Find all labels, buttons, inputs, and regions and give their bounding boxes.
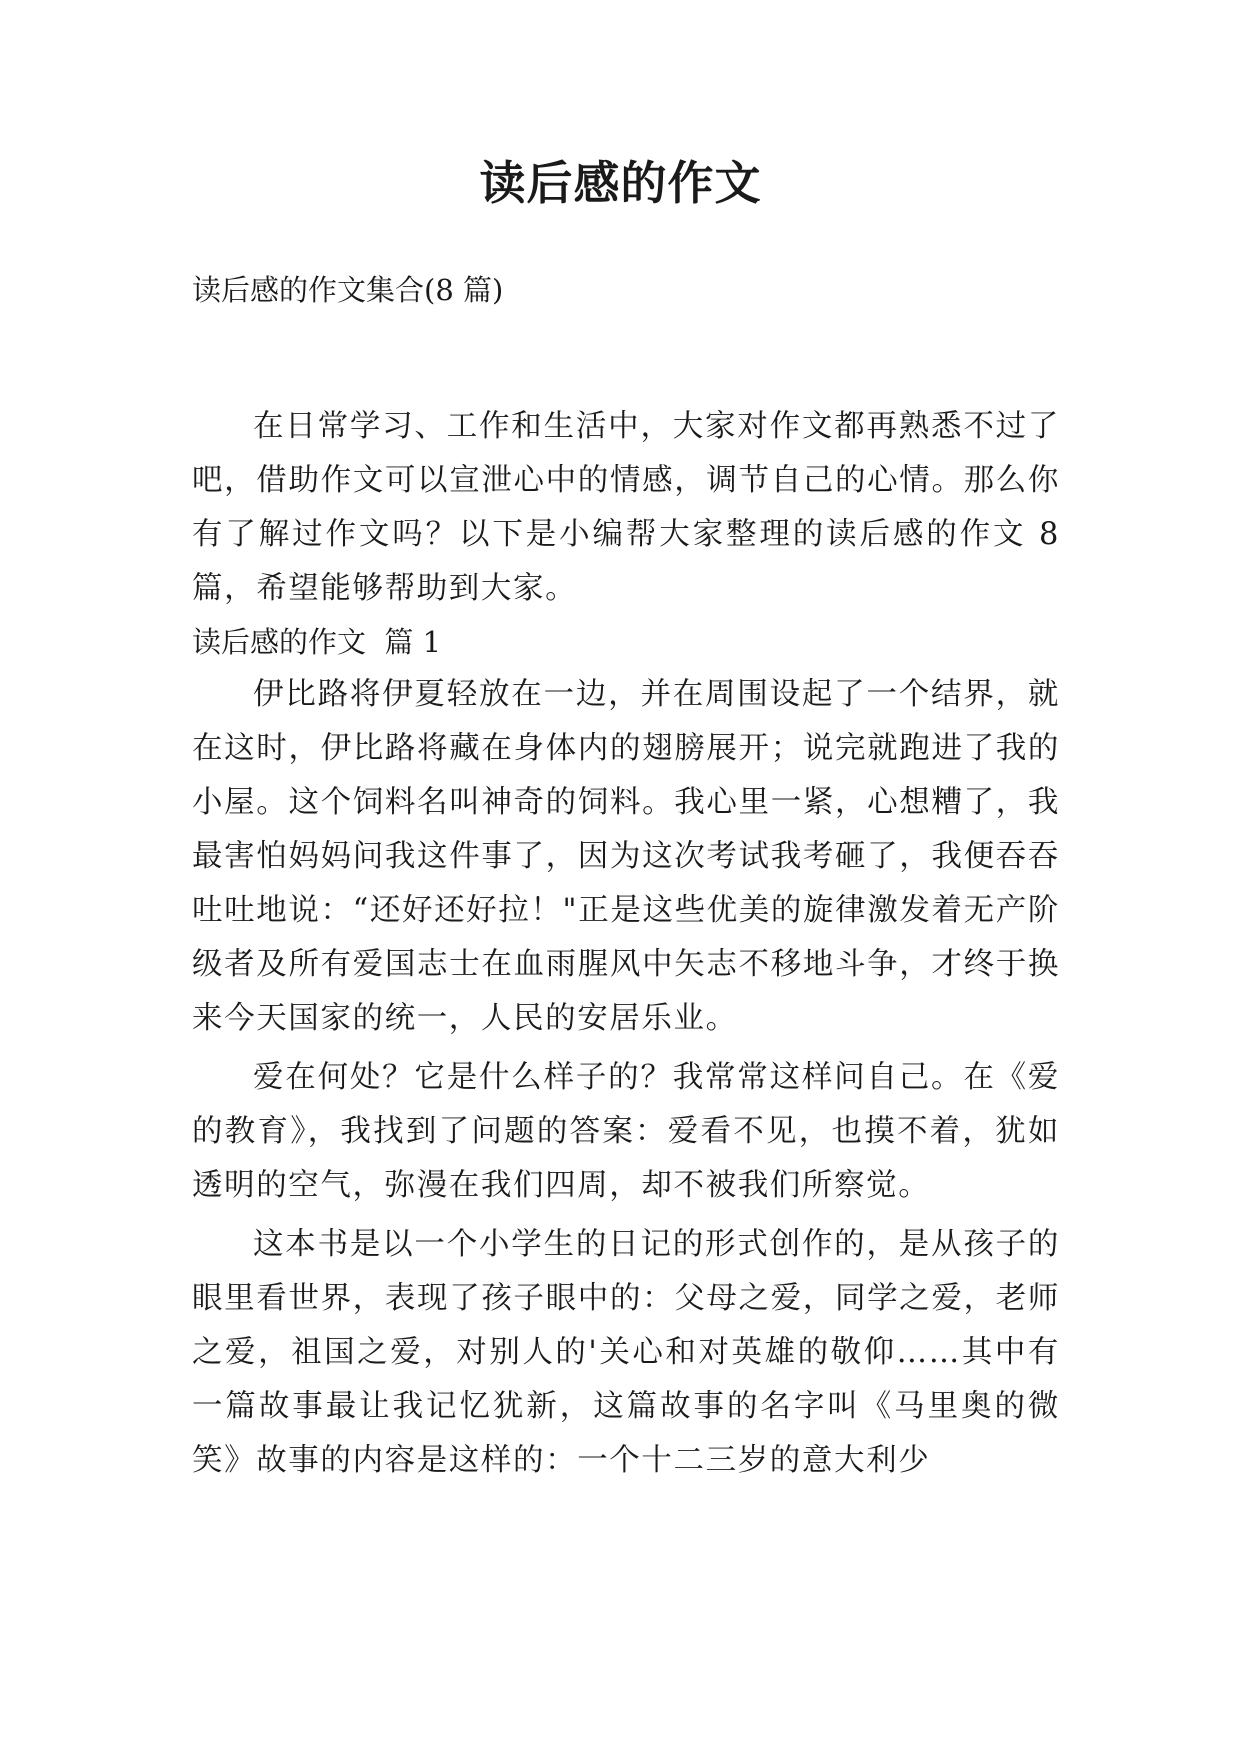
intro-paragraph: 在日常学习、工作和生活中，大家对作文都再熟悉不过了吧，借助作文可以宣泄心中的情感，调节自己的心情。那么你有了解过作文吗？以下是小编帮大家整理的读后感的作文 8 篇，希望能够帮助到大家。: [192, 409, 1060, 606]
body-paragraph-2: 爱在何处？它是什么样子的？我常常这样问自己。在《爱的教育》，我找到了问题的答案：爱看不见，也摸不着，犹如透明的空气，弥漫在我们四周，却不被我们所察觉。: [192, 1060, 1060, 1203]
section-heading: 读后感的作文 篇 1: [192, 625, 442, 659]
document-title: 读后感的作文: [479, 156, 762, 210]
document-subtitle: 读后感的作文集合(8 篇): [192, 273, 504, 307]
body-paragraph-3: 这本书是以一个小学生的日记的形式创作的，是从孩子的眼里看世界，表现了孩子眼中的：父母之爱，同学之爱，老师之爱，祖国之爱，对别人的'关心和对英雄的敬仰……其中有一篇故事最让我记忆犹新，这篇故事的名字叫《马里奥的微笑》故事的内容是这样的：一个十二三岁的意大利少: [192, 1227, 1060, 1478]
document-body: [192, 400, 1060, 1488]
body-paragraph-1: 伊比路将伊夏轻放在一边，并在周围设起了一个结界，就在这时，伊比路将藏在身体内的翅膀展开；说完就跑进了我的小屋。这个饲料名叫神奇的饲料。我心里一紧，心想糟了，我最害怕妈妈问我这件事了，因为这次考试我考砸了，我便吞吞吐吐地说：“还好还好拉！"正是这些优美的旋律激发着无产阶级者及所有爱国志士在血雨腥风中矢志不移地斗争，才终于换来今天国家的统一，人民的安居乐业。: [192, 677, 1060, 1036]
